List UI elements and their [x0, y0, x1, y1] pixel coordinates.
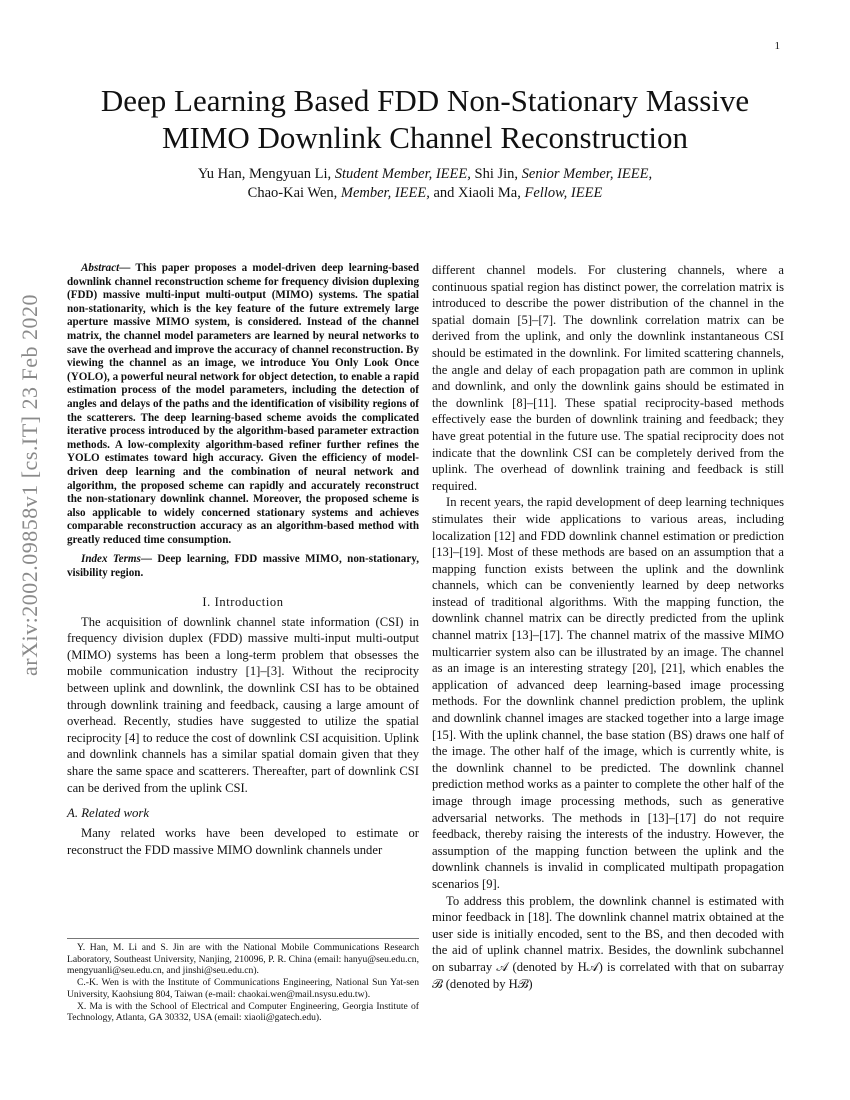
author-line-1 — [100, 165, 750, 184]
index-terms — [67, 553, 419, 580]
index-terms-text: — Deep learning, FDD massive MIMO, non-stationary, visibility region. — [67, 553, 419, 580]
index-terms-lead: Index Terms — [81, 553, 141, 566]
left-column — [67, 262, 419, 858]
right-paragraph-1: different channel models. For clustering channels, where a continuous spatial region has distinct power, the correlation matrix is introduced to describe the power distribution of the channel in the spatial domain [5]–[7]. The downlink correlation matrix can be derived from the uplink, and only the downlink instantaneous CSI should be estimated in the downlink. For limited scattering channels, the angle and delay of each propagation path are common in uplink and downlink, and only the downlink gains should be estimated in the downlink [8]–[11]. These spatial reciprocity-based methods effectively ease the burden of downlink training and feedback; they have great potential in the future use. The spatial reciprocity does not indicate that the downlink CSI can be completely derived from the uplink. The overhead of downlink training and feedback is still required. — [432, 263, 784, 493]
author-title-ma: Fellow, IEEE — [524, 185, 603, 201]
author-title-jin: Senior Member, IEEE, — [521, 166, 653, 182]
arxiv-stamp — [4, 270, 56, 700]
abstract-lead: Abstract — [81, 262, 120, 274]
author-ma: and Xiaoli Ma, — [433, 185, 521, 201]
footnote-rule — [67, 938, 419, 939]
abstract — [67, 262, 419, 547]
paper-title: Deep Learning Based FDD Non-Stationary Massive MIMO Downlink Channel Reconstruction — [100, 83, 750, 155]
footnote-ma: X. Ma is with the School of Electrical and Computer Engineering, Georgia Institute of Technology, Atlanta, GA 30332, USA (email: xiaoli@gatech.edu). — [67, 1000, 419, 1024]
intro-paragraph: The acquisition of downlink channel state information (CSI) in frequency division duplex (FDD) massive multi-input multi-output (MIMO) systems has been a long-term problem that obsesses the mobile communication industry [1]–[3]. Without the reciprocity between uplink and downlink, the downlink CSI has to be obtained through downlink training and feedback, causing a large amount of overhead. Recently, studies have suggested to utilize the spatial reciprocity [4] to reduce the cost of downlink CSI acquisition. Uplink and downlink channels has a similar spatial domain given that they share the same space and scatterers. Thereafter, part of downlink CSI can be derived from the uplink CSI. — [67, 614, 419, 795]
author-wen: Chao-Kai Wen, — [247, 185, 338, 201]
author-jin: Shi Jin, — [474, 166, 519, 182]
footnote-wen: C.-K. Wen is with the Institute of Communications Engineering, National Sun Yat-sen University, Kaohsiung 804, Taiwan (e-mail: chaokai.wen@mail.nsysu.edu.tw). — [67, 977, 419, 1000]
page-number: 1 — [774, 40, 780, 52]
author-list — [100, 165, 750, 203]
author-title-li: Student Member, IEEE, — [334, 166, 471, 182]
right-paragraph-3: To address this problem, the downlink channel is estimated with minor feedback in [18]. The downlink channel matrix obtained at the user side is initially encoded, sent to the BS, and then decoded with the aid of uplink channel matrix. Besides, the downlink subchannel on subarray 𝒜 (denoted by H𝒜) is correlated with that on subarray ℬ (denoted by Hℬ) — [432, 893, 784, 991]
arxiv-stamp-text: arXiv:2002.09858v1 [cs.IT] 23 Feb 2020 — [17, 294, 43, 676]
section-heading-introduction: I. Introduction — [202, 594, 284, 609]
authors-han-li: Yu Han, Mengyuan Li, — [197, 166, 332, 182]
footnotes — [67, 938, 419, 1024]
right-column — [432, 262, 784, 992]
right-paragraph-2: In recent years, the rapid development of deep learning techniques stimulates their wide applications to various areas, including localization [12] and FDD downlink channel estimation or prediction [13]–[19]. Most of these methods are based on an assumption that a mapping function exists between the uplink and the downlink channels, which can be conveniently learned by deep networks instead of traditional algorithms. With the mapping function, the downlink channel matrix can be directly predicted from the uplink channel matrix [13]–[17]. The channel matrix of the massive MIMO multicarrier system also can be illustrated by an image. The channel as an image is an interesting strategy [20], [21], which enables the application of advanced deep learning-based image processing methods. For the downlink channel prediction problem, the uplink and downlink channel images are stacked together into a large image [15]. With the uplink channel, the base station (BS) draws one half of the image. The other half of the image, which is currently white, is the downlink channel to be predicted. The downlink channel prediction method works as a painter to complete the other half of the image through image processing methods, such as generative adversarial networks. The methods in [13]–[17] do not require feedback, thereby raising the interests of the industry. However, the assumption of the mapping function between the uplink and the downlink channels is invalid in complicated multipath propagation scenarios [9]. — [432, 495, 784, 891]
author-line-2 — [100, 184, 750, 203]
abstract-text: — This paper proposes a model-driven deep learning-based downlink channel reconstruction scheme for frequency division duplexing (FDD) massive multi-input multi-output (MIMO) systems. The spatial non-stationarity, which is the key feature of the future extremely large aperture massive MIMO system, is considered. Instead of the channel matrix, the channel model parameters are learned by neural networks to save the overhead and improve the accuracy of channel reconstruction. By viewing the channel as an image, we introduce You Only Look Once (YOLO), a powerful neural network for object detection, to enable a rapid estimation process of the model parameters, including the detection of angles and delays of the paths and the identification of visibility regions of the scatterers. The deep learning-based scheme avoids the complicated iterative process introduced by the algorithm-based parameter extraction methods. A low-complexity algorithm-based refiner further refines the YOLO estimates toward high accuracy. Given the efficiency of model-driven deep learning and the combination of neural network and algorithm, the proposed scheme can rapidly and accurately reconstruct the non-stationary downlink channel. Moreover, the proposed scheme is also applicable to widely concerned stationary systems and achieves comparable reconstruction accuracy as an algorithm-based method with greatly reduced time consumption. — [67, 262, 419, 546]
footnote-han-li-jin: Y. Han, M. Li and S. Jin are with the National Mobile Communications Research Laboratory, Southeast University, Nanjing, 210096, P. R. China (email: hanyu@seu.edu.cn, mengyuanli@seu.edu.cn, and jinshi@seu.edu.cn). — [67, 942, 419, 977]
related-work-paragraph: Many related works have been developed to estimate or reconstruct the FDD massive MIMO downlink channels under — [67, 826, 419, 857]
author-title-wen: Member, IEEE, — [340, 185, 430, 201]
subsection-heading-related-work: A. Related work — [67, 806, 150, 821]
